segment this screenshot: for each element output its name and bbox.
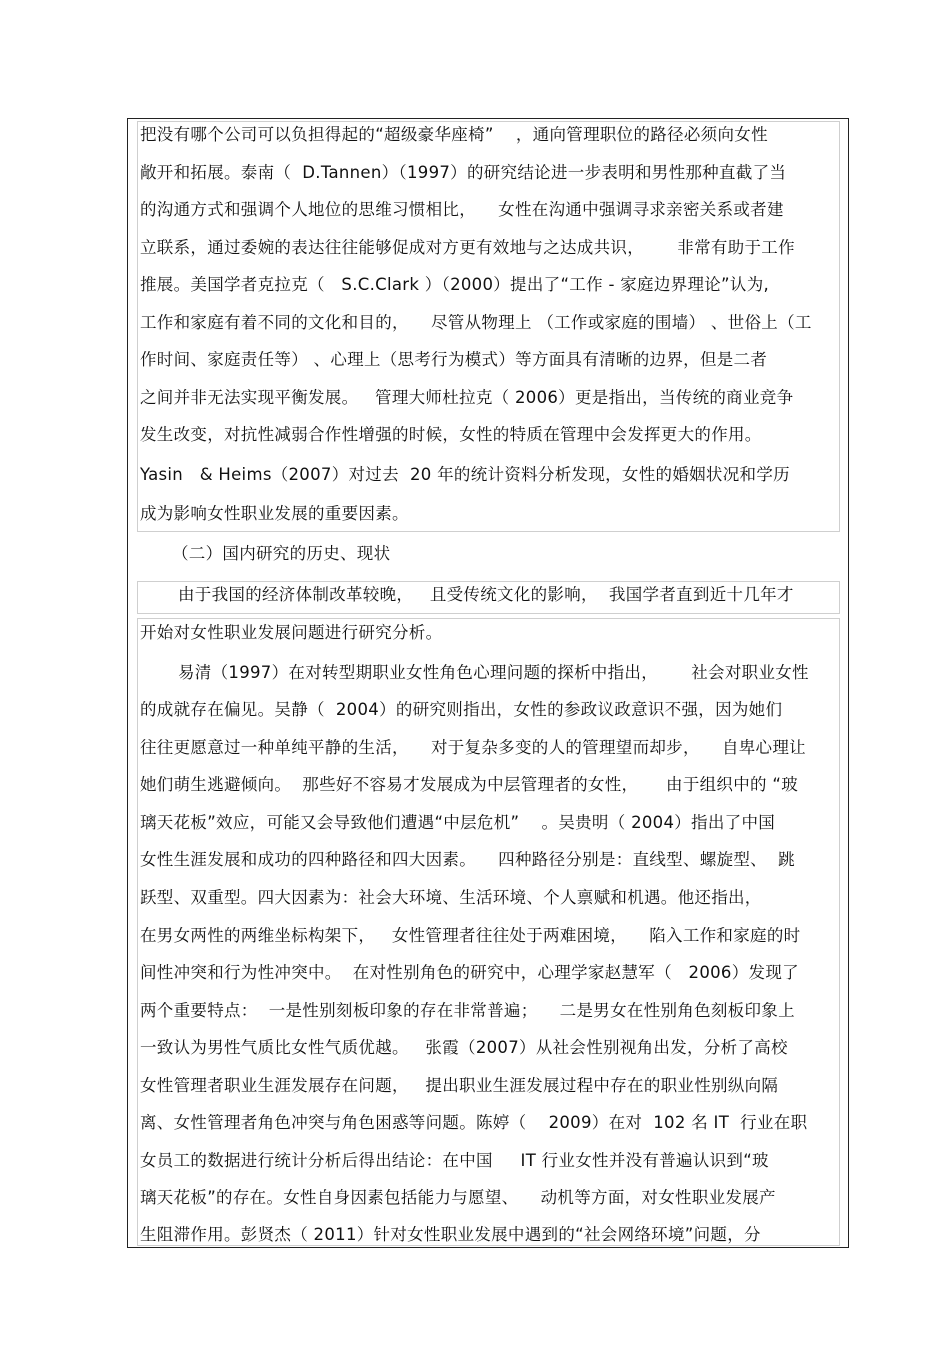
text-line: 敞开和拓展。泰南（ D.Tannen）（1997）的研究结论进一步表明和男性那种直截了当 xyxy=(140,163,787,182)
section-heading: （二）国内研究的历史、现状 xyxy=(172,544,391,563)
text-line: 璃天花板”的存在。女性自身因素包括能力与愿望、 动机等方面，对女性职业发展产 xyxy=(140,1188,776,1207)
text-line: 成为影响女性职业发展的重要因素。 xyxy=(140,504,409,523)
text-line: 易清（1997）在对转型期职业女性角色心理问题的探析中指出， 社会对职业女性 xyxy=(178,663,809,682)
text-line: 一致认为男性气质比女性气质优越。 张霞（2007）从社会性别视角出发，分析了高校 xyxy=(140,1038,788,1057)
text-line: 发生改变，对抗性减弱合作性增强的时候，女性的特质在管理中会发挥更大的作用。 xyxy=(140,425,762,444)
text-line: 的沟通方式和强调个人地位的思维习惯相比， 女性在沟通中强调寻求亲密关系或者建 xyxy=(140,200,784,219)
text-line: 离、女性管理者角色冲突与角色困惑等问题。陈婷（ 2009）在对 102 名 IT 行业在职 xyxy=(140,1113,808,1132)
text-line: 她们萌生逃避倾向。 那些好不容易才发展成为中层管理者的女性， 由于组织中的 “玻 xyxy=(140,775,799,794)
text-line: 女员工的数据进行统计分析后得出结论：在中国 IT 行业女性并没有普遍认识到“玻 xyxy=(140,1151,769,1170)
text-line: 女性生涯发展和成功的四种路径和四大因素。 四种路径分别是：直线型、螺旋型、 跳 xyxy=(140,850,795,869)
text-line: 生阻滞作用。彭贤杰（ 2011）针对女性职业发展中遇到的“社会网络环境”问题，分 xyxy=(140,1225,761,1244)
text-line: 把没有哪个公司可以负担得起的“超级豪华座椅” ，通向管理职位的路径必须向女性 xyxy=(140,125,768,144)
text-line: 工作和家庭有着不同的文化和目的， 尽管从物理上 （工作或家庭的围墙） 、世俗上（工 xyxy=(140,313,812,332)
text-line: 跃型、双重型。四大因素为：社会大环境、生活环境、个人禀赋和机遇。他还指出， xyxy=(140,888,762,907)
text-line: 立联系，通过委婉的表达往往能够促成对方更有效地与之达成共识， 非常有助于工作 xyxy=(140,238,795,257)
text-line: 作时间、家庭责任等） 、心理上（思考行为模式）等方面具有清晰的边界，但是二者 xyxy=(140,350,768,369)
text-line: 璃天花板”效应，可能又会导致他们遭遇“中层危机” 。吴贵明（ 2004）指出了中国 xyxy=(140,813,776,832)
text-line: 女性管理者职业生涯发展存在问题， 提出职业生涯发展过程中存在的职业性别纵向隔 xyxy=(140,1076,779,1095)
text-line: 的成就存在偏见。吴静（ 2004）的研究则指出，女性的参政议政意识不强，因为她们 xyxy=(140,700,783,719)
text-line: Yasin & Heims（2007）对过去 20 年的统计资料分析发现，女性的婚姻状况和学历 xyxy=(140,465,790,484)
text-line: 开始对女性职业发展问题进行研究分析。 xyxy=(140,623,443,642)
text-line: 两个重要特点： 一是性别刻板印象的存在非常普遍； 二是男女在性别角色刻板印象上 xyxy=(140,1001,795,1020)
text-line: 之间并非无法实现平衡发展。 管理大师杜拉克（ 2006）更是指出，当传统的商业竞争 xyxy=(140,388,794,407)
text-line: 由于我国的经济体制改革较晚， 且受传统文化的影响， 我国学者直到近十几年才 xyxy=(178,585,794,604)
text-line: 间性冲突和行为性冲突中。 在对性别角色的研究中，心理学家赵慧军（ 2006）发现了 xyxy=(140,963,799,982)
text-line: 在男女两性的两维坐标构架下， 女性管理者往往处于两难困境， 陷入工作和家庭的时 xyxy=(140,926,801,945)
text-line: 往往更愿意过一种单纯平静的生活， 对于复杂多变的人的管理望而却步， 自卑心理让 xyxy=(140,738,806,757)
text-line: 推展。美国学者克拉克（ S.C.Clark ）（2000）提出了“工作 - 家庭边界理论”认为, xyxy=(140,275,770,294)
